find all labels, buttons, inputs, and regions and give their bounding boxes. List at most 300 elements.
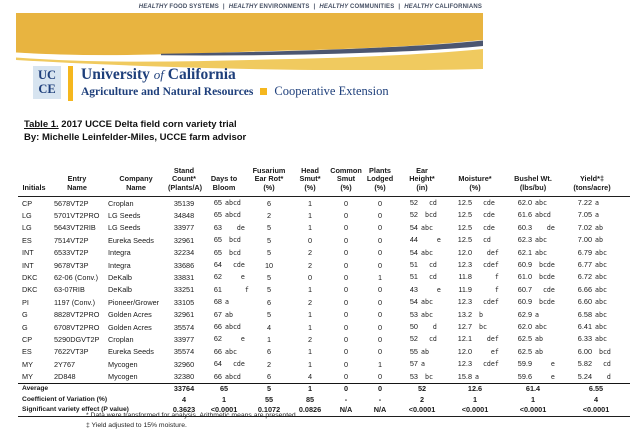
col-header-entry: Entry Name (50, 150, 104, 197)
stat-group-bushel: bcde (535, 261, 555, 270)
stat-group-ear: a (421, 360, 425, 369)
stat-group-bloom: cde (225, 261, 245, 270)
stat-group-bloom: abc (225, 347, 237, 356)
cell-moisture (446, 222, 504, 234)
cell-company: Mycogen (108, 372, 138, 382)
cell-moisture (446, 197, 504, 210)
cell-ear (398, 271, 446, 283)
col-header-company: Company Name (104, 150, 168, 197)
division-name: Agriculture and Natural Resources (81, 85, 254, 98)
summary-cell-moisture: 12.6 (446, 384, 504, 395)
summary-cell-common: 0 (330, 384, 362, 395)
state-word: California (167, 66, 236, 83)
stat-group-ear: abc (421, 248, 433, 257)
ucce-logo (33, 66, 389, 101)
cell-bloom (200, 259, 248, 271)
value-yield: 7.00 (577, 235, 592, 245)
cell-bloom (200, 321, 248, 333)
gold-square-icon (260, 88, 267, 95)
stat-group-moisture: f (475, 285, 499, 294)
cell-yield (562, 259, 630, 271)
stat-group-yield: abc (595, 285, 607, 294)
cell-common: 0 (343, 198, 349, 208)
cell-lodged: 1 (377, 272, 383, 282)
table-row (18, 209, 630, 221)
cell-common: 0 (343, 285, 349, 295)
logo-mark-ce: CE (38, 82, 56, 96)
cell-yield (562, 284, 630, 296)
cell-head: 2 (307, 297, 313, 307)
summary-row (18, 384, 630, 395)
summary-cell-ear: <0.0001 (398, 405, 446, 416)
summary-cell-fusarium: 55 (264, 394, 274, 404)
table-body (18, 197, 630, 417)
value-ear: 44 (409, 235, 418, 245)
cell-fusarium: 5 (266, 285, 272, 295)
cell-bloom (200, 271, 248, 283)
stat-group-ear: abc (421, 310, 433, 319)
cell-yield (562, 296, 630, 308)
cell-initials: MY (22, 359, 33, 369)
cell-yield (562, 209, 630, 221)
cell-company: Integra (108, 248, 131, 258)
cell-bushel (504, 358, 562, 370)
cell-initials: G (22, 322, 28, 332)
value-bushel: 60.9 (517, 297, 532, 307)
table-row (18, 222, 630, 234)
cell-company: Integra (108, 260, 131, 270)
cell-common: 0 (343, 310, 349, 320)
table-row (18, 197, 630, 210)
stat-group-moisture: cde (475, 223, 495, 232)
summary-label: Coefficient of Variation (%) (22, 395, 108, 403)
cell-stand: 33251 (173, 285, 195, 295)
table-row (18, 296, 630, 308)
cell-head: 1 (307, 198, 313, 208)
stat-group-moisture: cde (475, 199, 495, 207)
cell-head: 0 (307, 235, 313, 245)
cell-ear (398, 346, 446, 358)
cell-yield (562, 222, 630, 234)
cell-fusarium: 4 (266, 322, 272, 332)
cell-bloom (200, 371, 248, 384)
value-bushel: 59.9 (517, 359, 532, 369)
stat-group-moisture: cdef (475, 360, 499, 369)
summary-cell-moisture: 1 (472, 394, 478, 404)
col-header-bloom: Days to Bloom (200, 150, 248, 197)
cell-bushel (504, 222, 562, 234)
cell-bloom (200, 358, 248, 370)
cell-ear (398, 333, 446, 345)
stat-group-bloom: bcd (225, 236, 241, 245)
cell-yield (562, 333, 630, 345)
tagline-separator: | (398, 4, 401, 10)
value-bushel: 62.5 (517, 334, 532, 344)
cell-yield (562, 197, 630, 210)
value-yield: 7.22 (577, 198, 592, 207)
stat-group-bloom: abcd (225, 211, 241, 220)
cell-moisture (446, 234, 504, 246)
cell-head: 4 (307, 372, 313, 382)
stat-group-ear: bc (421, 372, 433, 381)
cell-yield (562, 371, 630, 384)
value-bushel: 60.3 (517, 222, 532, 232)
stat-group-bushel: abc (535, 236, 547, 245)
cell-stand: 33105 (173, 297, 195, 307)
table-row (18, 333, 630, 345)
cell-bloom (200, 284, 248, 296)
stat-group-bushel: ab (535, 347, 543, 356)
value-ear: 55 (409, 346, 418, 356)
cell-common: 0 (343, 297, 349, 307)
col-header-yield: Yield*‡ (tons/acre) (562, 150, 630, 197)
value-yield: 6.72 (577, 272, 592, 282)
cell-company: DeKalb (108, 285, 132, 295)
cell-moisture (446, 321, 504, 333)
footnotes (86, 411, 298, 430)
value-ear: 54 (409, 297, 418, 307)
value-yield: 6.00 (577, 346, 592, 356)
cell-yield (562, 271, 630, 283)
cell-lodged: 0 (377, 210, 383, 220)
summary-cell-ear: 2 (419, 394, 425, 404)
cell-initials: DKC (22, 272, 38, 282)
table-row (18, 284, 630, 296)
value-bushel: 60.7 (517, 284, 532, 294)
cell-bloom (200, 222, 248, 234)
cell-bushel (504, 309, 562, 321)
stat-group-yield: abc (595, 261, 607, 270)
cell-bushel (504, 247, 562, 259)
cell-entry: 2Y767 (54, 359, 76, 369)
cell-company: Mycogen (108, 359, 138, 369)
table-row (18, 358, 630, 370)
cell-stand: 35574 (173, 322, 195, 332)
cell-initials: CP (22, 334, 33, 344)
value-ear: 52 (409, 198, 418, 207)
cell-stand: 32234 (173, 248, 195, 258)
cell-initials: PI (22, 297, 29, 307)
cell-head: 1 (307, 322, 313, 332)
value-ear: 57 (409, 359, 418, 369)
stat-group-bushel: bcde (535, 298, 555, 307)
cell-ear (398, 234, 446, 246)
table-row (18, 259, 630, 271)
cell-moisture (446, 259, 504, 271)
cell-ear (398, 296, 446, 308)
stat-group-bushel: e (535, 372, 555, 381)
summary-cell-lodged: N/A (362, 405, 398, 416)
stat-group-ear: cd (421, 199, 437, 207)
cell-ear (398, 309, 446, 321)
summary-cell-stand: 0.3623 (168, 405, 200, 416)
stat-group-bloom: abcd (225, 199, 241, 207)
cell-moisture (446, 333, 504, 345)
stat-group-ear: e (421, 285, 441, 294)
cell-bloom (200, 309, 248, 321)
stat-group-yield: d (595, 372, 611, 381)
value-ear: 43 (409, 284, 418, 294)
stat-group-yield: a (595, 199, 599, 207)
summary-cell-yield: 6.55 (562, 384, 630, 395)
col-header-moisture: Moisture* (%) (446, 150, 504, 197)
value-bushel: 62.1 (517, 247, 532, 257)
summary-cell-stand: 4 (181, 394, 187, 404)
value-bloom: 65 (213, 198, 222, 207)
stat-group-ear: e (421, 236, 441, 245)
cell-lodged: 0 (377, 322, 383, 332)
cell-bushel (504, 346, 562, 358)
cell-bloom (200, 209, 248, 221)
university-name (81, 66, 389, 83)
cell-head: 2 (307, 248, 313, 258)
value-yield: 6.60 (577, 297, 592, 307)
stat-group-bloom: abcd (225, 372, 241, 381)
cell-moisture (446, 209, 504, 221)
table-row (18, 271, 630, 283)
logo-text-block (81, 66, 389, 99)
value-moisture: 12.5 (457, 198, 472, 207)
cell-fusarium: 6 (266, 198, 272, 208)
cell-company: LG Seeds (108, 223, 141, 233)
value-bushel: 62.0 (517, 198, 532, 207)
ucce-logo-mark (33, 66, 61, 99)
cell-bloom (200, 333, 248, 345)
col-header-stand: Stand Count* (Plants/A) (168, 150, 200, 197)
tagline-item: HEALTHY FOOD SYSTEMS (138, 4, 219, 10)
cell-head: 1 (307, 285, 313, 295)
summary-cell-bushel: 1 (530, 394, 536, 404)
value-moisture: 12.5 (457, 210, 472, 220)
cell-lodged: 0 (377, 310, 383, 320)
cell-stand: 32960 (173, 359, 195, 369)
value-ear: 54 (409, 222, 418, 232)
stat-group-bushel: bcde (535, 273, 555, 282)
cell-fusarium: 5 (266, 310, 272, 320)
stat-group-bushel: ab (535, 335, 543, 344)
cell-bloom (200, 296, 248, 308)
value-moisture: 12.5 (457, 235, 472, 245)
cell-entry: 6708VT2PRO (54, 322, 100, 332)
logo-mark-uc: UC (37, 68, 57, 82)
cell-company: Pioneer/Grower (108, 297, 160, 307)
cell-head: 1 (307, 310, 313, 320)
value-bushel: 62.3 (517, 235, 532, 245)
cell-head: 1 (307, 347, 313, 357)
cell-fusarium: 6 (266, 372, 272, 382)
stat-group-bushel: abc (535, 248, 547, 257)
cell-stand: 34848 (173, 210, 195, 220)
cell-common: 0 (343, 272, 349, 282)
cell-bushel (504, 296, 562, 308)
summary-cell-lodged: - (378, 394, 382, 404)
cell-head: 1 (307, 223, 313, 233)
cell-head: 0 (307, 272, 313, 282)
cell-stand: 35139 (173, 198, 195, 208)
of-word: of (153, 67, 164, 82)
cell-moisture (446, 309, 504, 321)
cell-ear (398, 259, 446, 271)
tagline-separator: | (222, 4, 225, 10)
value-moisture: 12.0 (457, 247, 472, 257)
summary-cell-head: 0.0826 (290, 405, 330, 416)
value-bloom: 66 (213, 346, 222, 356)
value-moisture: 12.3 (457, 297, 472, 307)
stat-group-yield: abc (595, 298, 607, 307)
stat-group-bloom: de (225, 223, 245, 232)
cell-entry: 5678VT2P (54, 198, 89, 208)
cell-stand: 32961 (173, 235, 195, 245)
stat-group-yield: abc (595, 310, 607, 319)
value-ear: 52 (409, 334, 418, 344)
summary-cell-bloom: 65 (200, 384, 248, 395)
summary-cell-bloom: 1 (221, 394, 227, 404)
footnote-transform: * Data were transformed for analysis. Arithmetic means are presented. (86, 412, 298, 419)
cell-moisture (446, 346, 504, 358)
cell-company: Eureka Seeds (108, 347, 154, 357)
value-bloom: 67 (213, 309, 222, 319)
stat-group-moisture: bc (475, 323, 487, 332)
stat-group-ear: cd (421, 261, 437, 270)
value-moisture: 12.3 (457, 260, 472, 270)
value-bushel: 62.5 (517, 346, 532, 356)
stat-group-bloom: e (225, 335, 245, 344)
cell-entry: 1197 (Conv.) (54, 297, 96, 307)
cell-fusarium: 1 (266, 334, 272, 344)
cell-company: Golden Acres (108, 322, 152, 332)
cell-ear (398, 284, 446, 296)
summary-cell-yield: 4 (593, 394, 599, 404)
value-bushel: 62.0 (517, 322, 532, 332)
table-header (18, 150, 630, 197)
value-yield: 6.66 (577, 284, 592, 294)
cell-lodged: 1 (377, 359, 383, 369)
cell-bushel (504, 197, 562, 210)
summary-cell-moisture: <0.0001 (446, 405, 504, 416)
cell-yield (562, 346, 630, 358)
stat-group-yield: abc (595, 323, 607, 332)
health-tagline (0, 4, 482, 10)
summary-cell-yield: <0.0001 (562, 405, 630, 416)
stat-group-bushel: cde (535, 285, 555, 294)
summary-cell-stand: 33764 (168, 384, 200, 395)
cell-fusarium: 2 (266, 210, 272, 220)
summary-cell-head: 85 (305, 394, 315, 404)
col-header-initials: Initials (18, 150, 50, 197)
stat-group-yield: abc (595, 248, 607, 257)
tagline-item: HEALTHY ENVIRONMENTS (228, 4, 310, 10)
cell-initials: INT (22, 248, 34, 258)
cell-fusarium: 5 (266, 248, 272, 258)
cell-lodged: 0 (377, 235, 383, 245)
cell-lodged: 0 (377, 285, 383, 295)
stat-group-moisture: ef (475, 347, 499, 356)
cell-ear (398, 247, 446, 259)
stat-group-bushel: a (535, 310, 539, 319)
summary-cell-bushel: <0.0001 (504, 405, 562, 416)
cell-yield (562, 247, 630, 259)
footnote-yield: ‡ Yield adjusted to 15% moisture. (86, 421, 187, 429)
cell-fusarium: 10 (264, 260, 274, 270)
cell-lodged: 0 (377, 198, 383, 208)
value-moisture: 15.8 (457, 371, 472, 381)
cell-bushel (504, 321, 562, 333)
stat-group-bloom: f (225, 285, 249, 294)
value-bloom: 68 (213, 297, 222, 307)
value-moisture: 11.9 (458, 284, 472, 294)
summary-cell-head: 1 (290, 384, 330, 395)
stat-group-yield: ab (595, 236, 603, 245)
cell-entry: 6533VT2P (54, 248, 89, 258)
cell-stand: 35574 (173, 347, 195, 357)
cell-entry: 2D848 (54, 372, 76, 382)
cell-company: Croplan (108, 334, 134, 344)
cell-lodged: 0 (377, 372, 383, 382)
summary-row (18, 395, 630, 406)
cell-moisture (446, 296, 504, 308)
value-moisture: 11.8 (458, 272, 472, 282)
summary-cell-fusarium: 5 (248, 384, 290, 395)
cell-head: 1 (307, 359, 313, 369)
cell-moisture (446, 271, 504, 283)
stat-group-ear: abc (421, 298, 433, 307)
cell-yield (562, 309, 630, 321)
stat-group-bloom: ab (225, 310, 233, 319)
stat-group-bushel: abcd (535, 211, 551, 220)
stat-group-moisture: def (475, 248, 499, 257)
stat-group-moisture: cd (475, 236, 491, 245)
value-bloom: 61 (213, 284, 222, 294)
banner-wave-svg (16, 13, 483, 70)
stat-group-bloom: abcd (225, 323, 241, 332)
cell-common: 0 (343, 235, 349, 245)
cell-entry: 8828VT2PRO (54, 310, 100, 320)
cell-entry: 7622VT3P (54, 347, 89, 357)
cell-bushel (504, 234, 562, 246)
stat-group-moisture: b (475, 310, 483, 319)
table-row (18, 321, 630, 333)
cell-fusarium: 5 (266, 235, 272, 245)
value-bushel: 59.6 (517, 371, 532, 381)
value-bushel: 62.9 (517, 309, 532, 319)
tagline-item: HEALTHY CALIFORNIANS (404, 4, 482, 10)
col-header-head: Head Smut* (%) (290, 150, 330, 197)
stat-group-ear: bcd (421, 211, 437, 220)
cell-bushel (504, 284, 562, 296)
col-header-fusarium: Fusarium Ear Rot* (%) (248, 150, 290, 197)
extension-name: Cooperative Extension (274, 84, 389, 98)
cell-initials: INT (22, 260, 34, 270)
cell-lodged: 0 (377, 223, 383, 233)
cell-initials: LG (22, 210, 32, 220)
value-bushel: 60.9 (517, 260, 532, 270)
cell-bloom (200, 234, 248, 246)
value-ear: 53 (409, 309, 418, 319)
table-row (18, 346, 630, 358)
stat-group-ear: cd (421, 335, 437, 344)
cell-lodged: 0 (377, 297, 383, 307)
col-header-lodged: Plants Lodged (%) (362, 150, 398, 197)
value-yield: 5.82 (577, 359, 592, 369)
stat-group-ear: abc (421, 223, 433, 232)
stat-group-bushel: e (535, 360, 555, 369)
value-ear: 52 (409, 210, 418, 220)
cell-entry: 63-07RIB (54, 285, 85, 295)
stat-group-ear: d (421, 323, 437, 332)
value-bloom: 65 (213, 210, 222, 220)
cell-common: 0 (343, 248, 349, 258)
stat-group-bloom: e (225, 273, 245, 282)
